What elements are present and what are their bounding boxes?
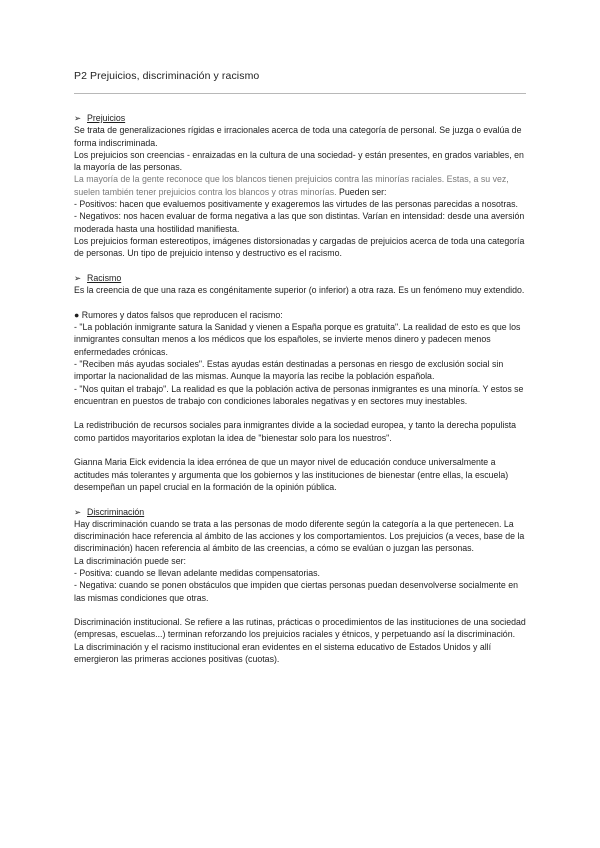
list-item: - Negativos: nos hacen evaluar de forma negativa a las que son distintas. Varían en intensidad: desde una aversión moderada hasta una hostilidad manifiesta. — [74, 211, 525, 234]
paragraph: Es la creencia de que una raza es congénitamente superior (o inferior) a otra raza. Es un fenómeno muy extendido. — [74, 285, 525, 296]
section-heading-prejuicios — [74, 112, 526, 124]
page-title: P2 Prejuicios, discriminación y racismo — [74, 70, 260, 82]
paragraph: Hay discriminación cuando se trata a las personas de modo diferente según la categoría a la que pertenecen. La discriminación hace referencia al ámbito de las acciones y los comportamientos. Los prejuicios (a veces, base de la discriminación) hacen referencia al ámbito de las creencias, a cómo se evalúan o juzgan las personas. — [74, 518, 525, 554]
paragraph — [74, 173, 526, 198]
paragraph: La discriminación puede ser: — [74, 555, 186, 566]
list-item: - "La población inmigrante satura la Sanidad y vienen a España porque es gratuita". La realidad de esto es que los inmigrantes consultan menos a los médicos que los españoles, se invierte menos dinero y padecen menos enfermedades crónicas. — [74, 322, 521, 357]
section-heading-discriminacion — [74, 506, 526, 518]
paragraph: Se trata de generalizaciones rígidas e irracionales acerca de toda una categoría de personal. Se juzga o evalúa de forma indiscriminada. — [74, 125, 522, 148]
paragraph-tail: Pueden ser: — [336, 186, 387, 197]
section-title: Discriminación — [87, 506, 145, 517]
title-divider — [74, 93, 526, 94]
paragraph: Gianna Maria Eick evidencia la idea errónea de que un mayor nivel de educación conduce universalmente a actitudes más tolerantes y argumenta que los gobiernos y las instituciones de bienestar (entre ellas, la escuela) desempeñan un papel crucial en la formación de la opinión pública. — [74, 457, 509, 492]
list-item: - "Nos quitan el trabajo". La realidad es que la población activa de personas inmigrantes es una minoría. Y estos se encuentran en puestos de trabajo con condiciones laborales negativas y en sectores muy inestables. — [74, 383, 524, 406]
paragraph: Discriminación institucional. Se refiere a las rutinas, prácticas o procedimientos de las instituciones de una sociedad (empresas, escuelas...) terminan reforzando los prejuicios raciales y étnicos, y perpetuando así la discriminación. La discriminación y el racismo institucional eran evidentes en el sistema educativo de Estados Unidos y allí emergieron las primeras acciones positivas (cuotas). — [74, 617, 526, 665]
section-title: Prejuicios — [87, 113, 126, 123]
section-heading-racismo — [74, 272, 526, 284]
list-item: - "Reciben más ayudas sociales". Estas ayudas están destinadas a personas en riesgo de exclusión social sin importar la nacionalidad de las mismas. Aunque la mayoría las recibe la población española. — [74, 358, 504, 382]
arrow-bullet-icon: ➢ — [74, 506, 82, 517]
grey-text: La mayoría de la gente reconoce que los blancos tienen prejuicios contra las minorías raciales. Estas, a su vez, suelen también tener prejuicios contra los blancos y otras minorías. — [74, 174, 509, 197]
section-title: Racismo — [87, 272, 122, 283]
list-item: - Positivos: hacen que evaluemos positivamente y exageremos las virtudes de las personas parecidas a nosotras. — [74, 199, 518, 210]
document-body — [74, 112, 526, 665]
arrow-bullet-icon: ➢ — [74, 272, 82, 283]
paragraph: La redistribución de recursos sociales para inmigrantes divide a la sociedad europea, y tanto la derecha populista como partidos mayoritarios explotan la idea de "bienestar solo para los nuestros". — [74, 420, 517, 443]
paragraph: Los prejuicios forman estereotipos, imágenes distorsionadas y cargadas de prejuicios acerca de toda una categoría de personas. Un tipo de prejuicio intenso y destructivo es el racismo. — [74, 235, 525, 259]
rumors-heading: ● Rumores y datos falsos que reproducen el racismo: — [74, 309, 283, 320]
arrow-bullet-icon: ➢ — [74, 113, 82, 123]
list-item: - Negativa: cuando se ponen obstáculos que impiden que ciertas personas puedan desenvolverse socialmente en las mismas condiciones que otras. — [74, 580, 519, 603]
list-item: - Positiva: cuando se llevan adelante medidas compensatorias. — [74, 567, 320, 578]
paragraph: Los prejuicios son creencias - enraizadas en la cultura de una sociedad- y están presentes, en grados variables, en la mayoría de las personas. — [74, 149, 524, 173]
